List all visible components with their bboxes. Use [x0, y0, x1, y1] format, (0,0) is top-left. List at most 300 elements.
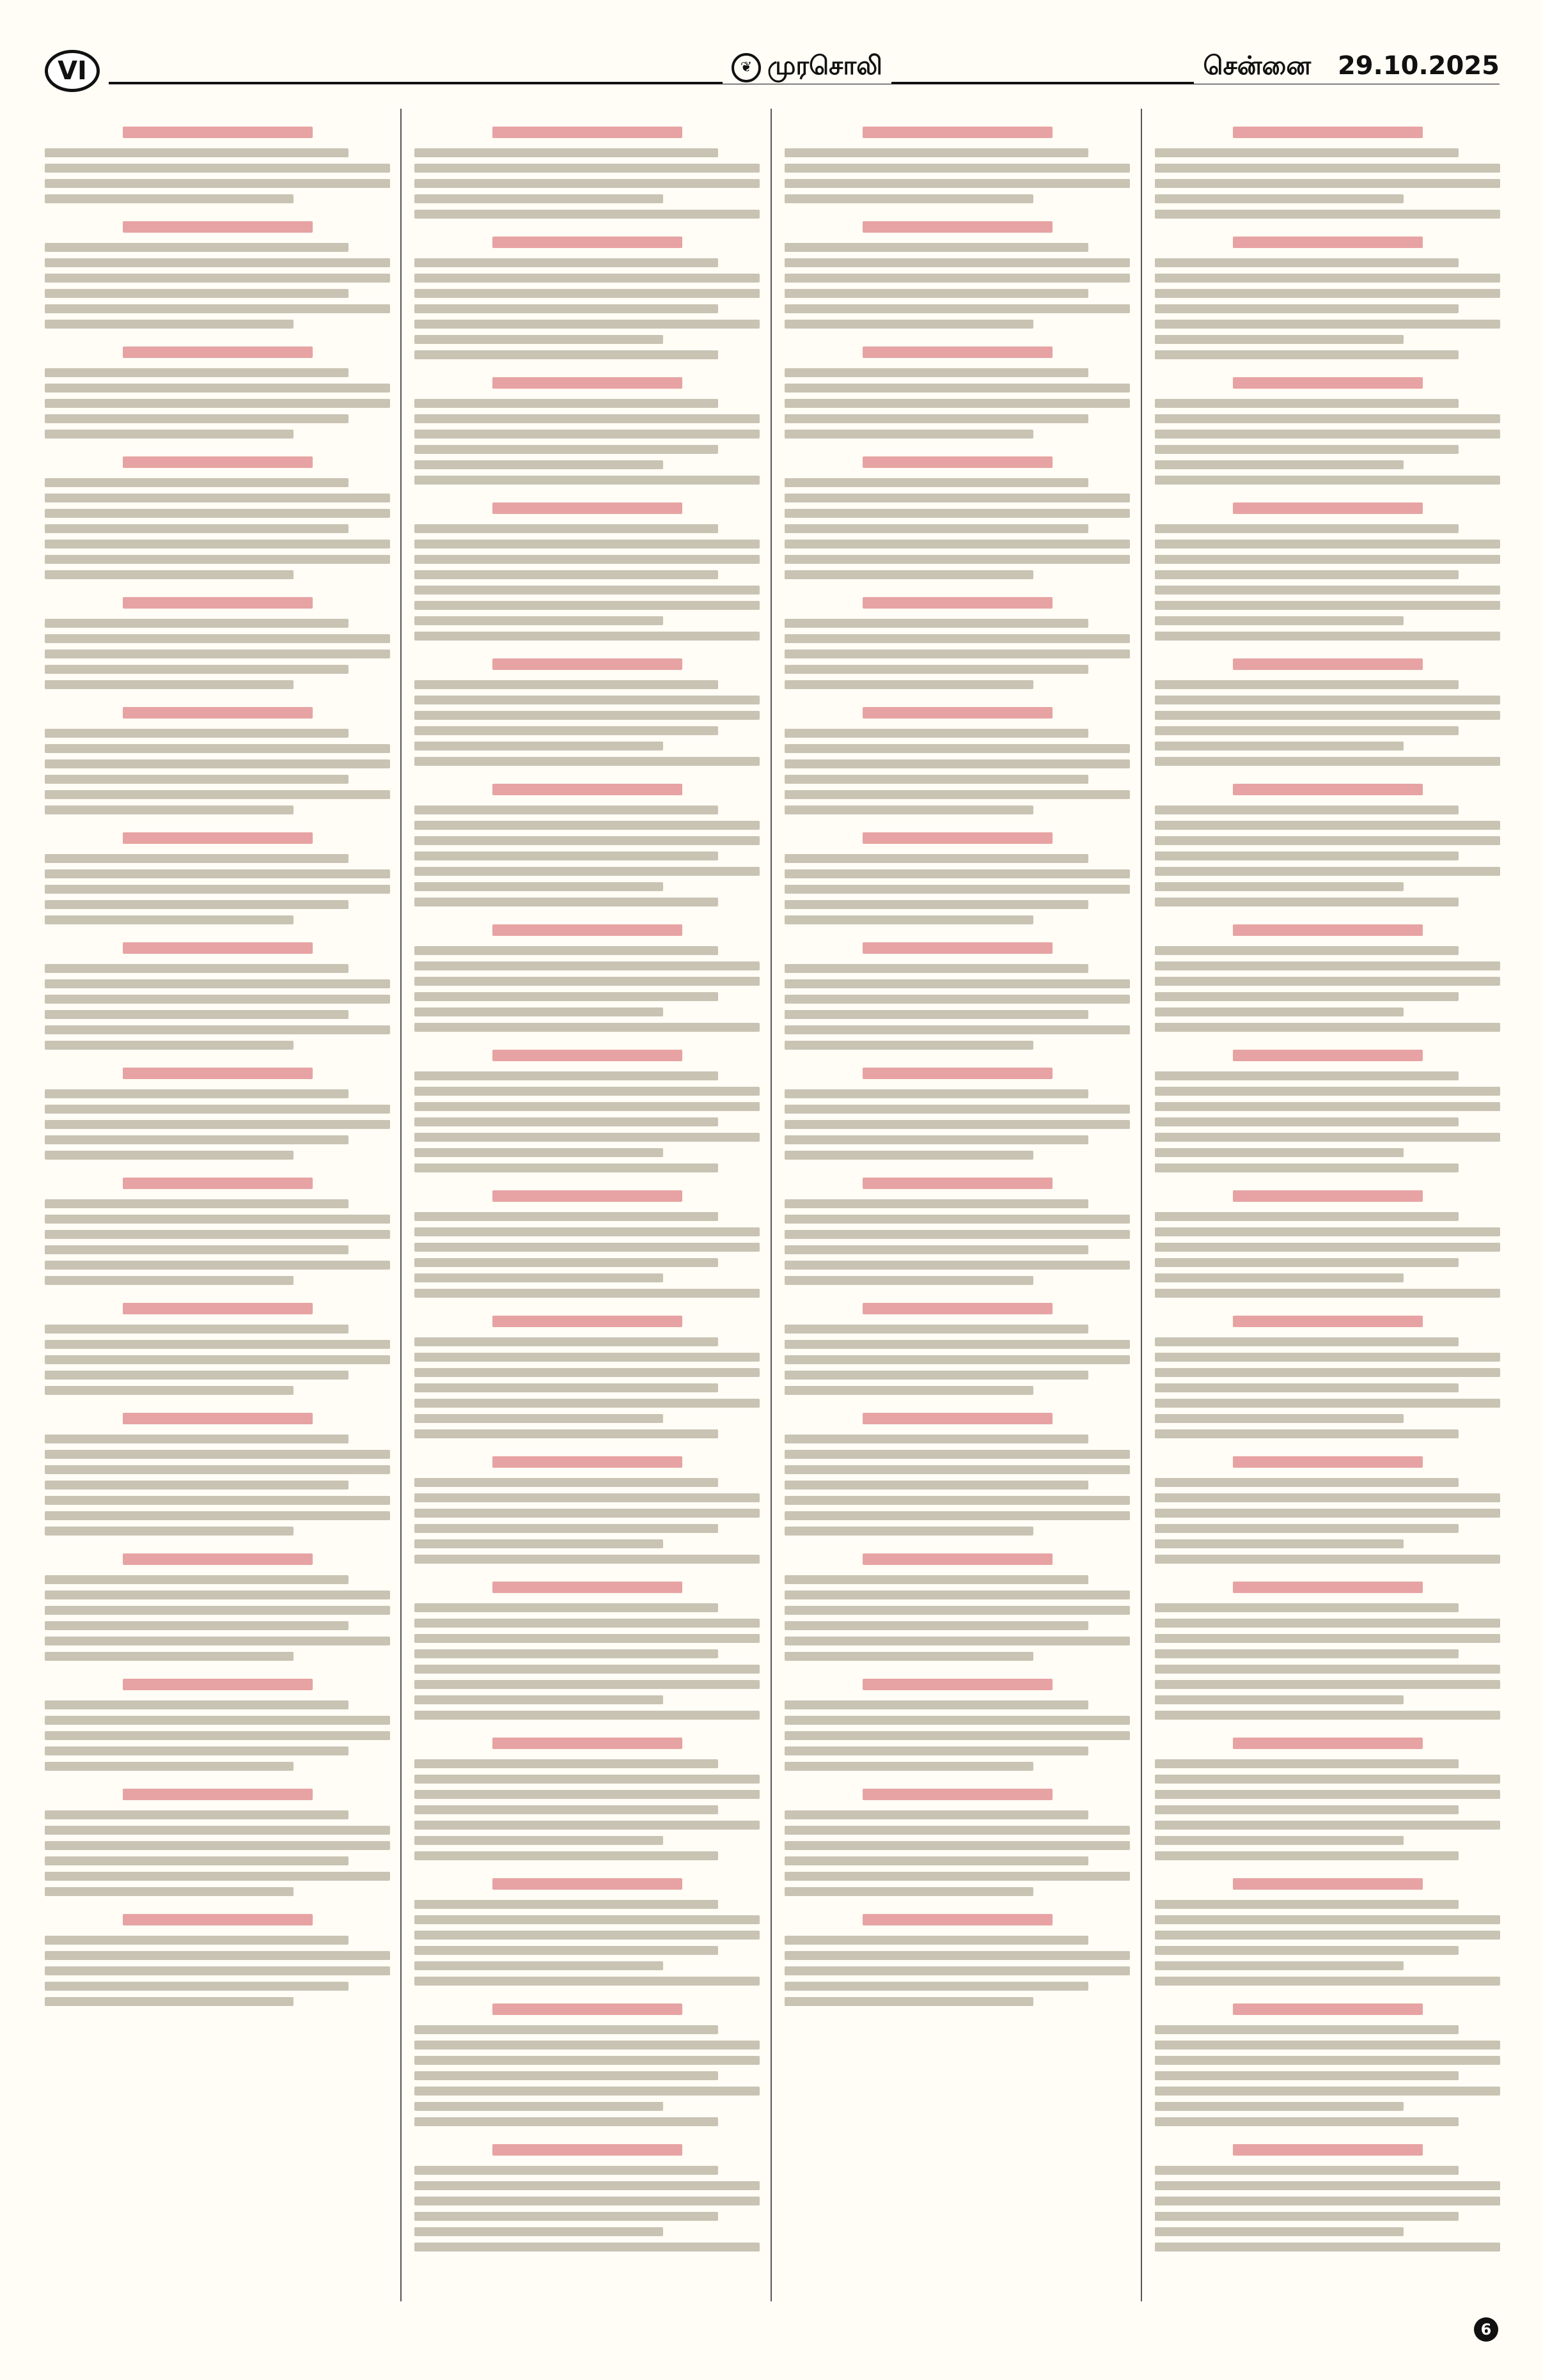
text-line-placeholder	[414, 540, 760, 548]
text-line-placeholder	[1155, 1023, 1500, 1032]
text-line-placeholder	[414, 586, 760, 595]
text-line-placeholder	[1155, 194, 1404, 203]
section-heading-placeholder	[123, 597, 313, 609]
text-line-placeholder	[1155, 898, 1459, 906]
text-line-placeholder	[414, 1133, 760, 1142]
text-line-placeholder	[45, 1199, 349, 1208]
text-line-placeholder	[785, 915, 1033, 924]
text-line-placeholder	[45, 1041, 294, 1050]
text-line-placeholder	[414, 616, 663, 625]
section-heading-placeholder	[492, 2003, 682, 2015]
text-line-placeholder	[785, 1435, 1088, 1443]
text-line-placeholder	[45, 1887, 294, 1896]
text-line-placeholder	[1155, 1163, 1459, 1172]
text-line-placeholder	[414, 2071, 718, 2080]
text-line-placeholder	[45, 1762, 294, 1771]
text-line-placeholder	[1155, 1007, 1404, 1016]
section-heading-placeholder	[1233, 1190, 1423, 1202]
text-line-placeholder	[45, 478, 349, 487]
text-line-placeholder	[414, 1649, 718, 1658]
text-line-placeholder	[785, 1997, 1033, 2006]
text-line-placeholder	[1155, 1243, 1500, 1252]
text-line-placeholder	[45, 1340, 390, 1349]
section-heading-placeholder	[492, 658, 682, 670]
text-line-placeholder	[785, 570, 1033, 579]
text-line-placeholder	[785, 289, 1088, 298]
text-line-placeholder	[414, 320, 760, 329]
section-heading-placeholder	[863, 1789, 1053, 1800]
section-heading-placeholder	[863, 221, 1053, 233]
text-line-placeholder	[1155, 164, 1500, 173]
text-line-placeholder	[785, 680, 1033, 689]
text-line-placeholder	[785, 148, 1088, 157]
text-line-placeholder	[414, 1243, 760, 1252]
text-line-placeholder	[785, 775, 1088, 784]
text-line-placeholder	[414, 1399, 760, 1408]
text-line-placeholder	[414, 194, 663, 203]
text-line-placeholder	[785, 1276, 1033, 1285]
text-line-placeholder	[785, 1951, 1130, 1960]
text-line-placeholder	[1155, 1133, 1500, 1142]
text-line-placeholder	[785, 1105, 1130, 1114]
text-line-placeholder	[785, 1261, 1130, 1270]
text-line-placeholder	[45, 1731, 390, 1740]
text-line-placeholder	[1155, 289, 1500, 298]
section-heading-placeholder	[1233, 784, 1423, 795]
text-line-placeholder	[785, 1450, 1130, 1459]
text-line-placeholder	[45, 775, 349, 784]
text-line-placeholder	[45, 384, 390, 393]
text-line-placeholder	[1155, 1665, 1500, 1674]
section-heading-placeholder	[1233, 658, 1423, 670]
text-line-placeholder	[414, 2041, 760, 2049]
text-line-placeholder	[785, 1700, 1088, 1709]
text-line-placeholder	[1155, 1289, 1500, 1298]
text-line-placeholder	[414, 274, 760, 283]
text-line-placeholder	[1155, 1851, 1459, 1860]
text-line-placeholder	[785, 1652, 1033, 1661]
date: 29.10.2025	[1337, 51, 1500, 81]
section-heading-placeholder	[1233, 2003, 1423, 2015]
section-heading-placeholder	[863, 1068, 1053, 1079]
text-line-placeholder	[785, 854, 1088, 863]
text-line-placeholder	[414, 1851, 718, 1860]
text-line-placeholder	[414, 1087, 760, 1096]
text-line-placeholder	[785, 1887, 1033, 1896]
text-line-placeholder	[1155, 2087, 1500, 2096]
text-line-placeholder	[1155, 1680, 1500, 1689]
text-line-placeholder	[45, 570, 294, 579]
section-heading-placeholder	[863, 127, 1053, 138]
section-heading-placeholder	[123, 1553, 313, 1565]
section-heading-placeholder	[863, 456, 1053, 468]
text-line-placeholder	[45, 494, 390, 502]
text-line-placeholder	[414, 399, 718, 408]
text-line-placeholder	[785, 164, 1130, 173]
text-line-placeholder	[45, 964, 349, 973]
text-line-placeholder	[1155, 179, 1500, 188]
text-line-placeholder	[785, 1511, 1130, 1520]
text-line-placeholder	[1155, 399, 1459, 408]
section-heading-placeholder	[123, 832, 313, 844]
text-line-placeholder	[785, 1245, 1088, 1254]
text-line-placeholder	[1155, 992, 1459, 1001]
text-line-placeholder	[45, 634, 390, 643]
section-heading-placeholder	[492, 237, 682, 248]
text-line-placeholder	[1155, 445, 1459, 454]
dateline	[1194, 51, 1500, 84]
text-line-placeholder	[785, 1826, 1130, 1835]
text-line-placeholder	[414, 1805, 718, 1814]
text-line-placeholder	[414, 1775, 760, 1784]
text-line-placeholder	[1155, 2227, 1404, 2236]
text-line-placeholder	[45, 289, 349, 298]
text-line-placeholder	[785, 524, 1088, 533]
section-heading-placeholder	[492, 1738, 682, 1749]
text-line-placeholder	[785, 430, 1033, 439]
section-heading-placeholder	[863, 832, 1053, 844]
section-heading-placeholder	[492, 127, 682, 138]
text-line-placeholder	[1155, 1493, 1500, 1502]
text-line-placeholder	[414, 601, 760, 610]
text-line-placeholder	[785, 1746, 1088, 1755]
text-line-placeholder	[1155, 1273, 1404, 1282]
section-heading-placeholder	[1233, 502, 1423, 514]
text-line-placeholder	[45, 1652, 294, 1661]
text-line-placeholder	[414, 1603, 718, 1612]
text-line-placeholder	[414, 460, 663, 469]
text-line-placeholder	[785, 194, 1033, 203]
text-line-placeholder	[1155, 2102, 1404, 2111]
column-3	[785, 109, 1130, 2301]
text-line-placeholder	[1155, 524, 1459, 533]
text-line-placeholder	[1155, 1478, 1459, 1487]
text-line-placeholder	[1155, 540, 1500, 548]
text-line-placeholder	[785, 665, 1088, 674]
text-line-placeholder	[414, 1429, 718, 1438]
text-line-placeholder	[785, 1496, 1130, 1505]
text-line-placeholder	[414, 2102, 663, 2111]
section-heading-placeholder	[492, 1582, 682, 1593]
section-heading-placeholder	[863, 346, 1053, 358]
section-heading-placeholder	[492, 784, 682, 795]
text-line-placeholder	[414, 414, 760, 423]
section-heading-placeholder	[123, 1679, 313, 1690]
text-line-placeholder	[45, 194, 294, 203]
text-line-placeholder	[1155, 601, 1500, 610]
text-line-placeholder	[414, 1900, 718, 1909]
text-line-placeholder	[1155, 1102, 1500, 1111]
column-4	[1155, 109, 1500, 2301]
text-line-placeholder	[1155, 836, 1500, 845]
text-line-placeholder	[414, 1961, 663, 1970]
section-heading-placeholder	[123, 942, 313, 954]
text-line-placeholder	[1155, 1711, 1500, 1720]
text-line-placeholder	[414, 164, 760, 173]
text-line-placeholder	[414, 946, 718, 955]
text-line-placeholder	[785, 729, 1088, 738]
text-line-placeholder	[45, 854, 349, 863]
column-divider	[771, 109, 772, 2301]
text-line-placeholder	[414, 882, 663, 891]
text-line-placeholder	[785, 1010, 1088, 1019]
text-line-placeholder	[1155, 1775, 1500, 1784]
text-line-placeholder	[45, 759, 390, 768]
section-heading-placeholder	[1233, 1582, 1423, 1593]
text-line-placeholder	[785, 1591, 1130, 1599]
text-line-placeholder	[1155, 1258, 1459, 1267]
section-heading-placeholder	[1233, 377, 1423, 389]
text-line-placeholder	[1155, 350, 1459, 359]
text-line-placeholder	[414, 179, 760, 188]
text-line-placeholder	[45, 790, 390, 799]
text-line-placeholder	[785, 540, 1130, 548]
text-line-placeholder	[414, 696, 760, 704]
text-line-placeholder	[785, 964, 1088, 973]
text-line-placeholder	[1155, 1805, 1459, 1814]
text-line-placeholder	[45, 665, 349, 674]
text-line-placeholder	[414, 1383, 718, 1392]
text-line-placeholder	[414, 148, 718, 157]
text-line-placeholder	[785, 1637, 1130, 1645]
text-line-placeholder	[45, 164, 390, 173]
section-heading-placeholder	[1233, 924, 1423, 936]
text-line-placeholder	[45, 1621, 349, 1630]
text-line-placeholder	[1155, 1821, 1500, 1830]
column-divider	[400, 109, 402, 2301]
text-line-placeholder	[1155, 2197, 1500, 2205]
text-line-placeholder	[45, 869, 390, 878]
text-line-placeholder	[414, 852, 718, 860]
text-line-placeholder	[1155, 805, 1459, 814]
text-line-placeholder	[785, 414, 1088, 423]
text-line-placeholder	[1155, 1337, 1459, 1346]
text-line-placeholder	[45, 1966, 390, 1975]
text-line-placeholder	[45, 744, 390, 753]
text-line-placeholder	[1155, 1836, 1404, 1845]
text-line-placeholder	[1155, 1649, 1459, 1658]
text-line-placeholder	[1155, 1368, 1500, 1377]
text-line-placeholder	[45, 1025, 390, 1034]
text-line-placeholder	[785, 1215, 1130, 1224]
text-line-placeholder	[414, 2117, 718, 2126]
section-heading-placeholder	[123, 1789, 313, 1800]
text-line-placeholder	[1155, 1931, 1500, 1940]
text-line-placeholder	[414, 1634, 760, 1643]
text-line-placeholder	[414, 1759, 718, 1768]
text-line-placeholder	[414, 1680, 760, 1689]
text-line-placeholder	[1155, 335, 1404, 344]
article-columns	[45, 109, 1500, 2301]
text-line-placeholder	[45, 430, 294, 439]
text-line-placeholder	[45, 258, 390, 267]
text-line-placeholder	[414, 1836, 663, 1845]
text-line-placeholder	[414, 1227, 760, 1236]
text-line-placeholder	[45, 1465, 390, 1474]
page-label: VI	[45, 50, 100, 92]
text-line-placeholder	[785, 869, 1130, 878]
text-line-placeholder	[1155, 2056, 1500, 2065]
text-line-placeholder	[45, 1450, 390, 1459]
section-heading-placeholder	[1233, 1878, 1423, 1890]
text-line-placeholder	[45, 1435, 349, 1443]
section-heading-placeholder	[863, 1178, 1053, 1189]
text-line-placeholder	[785, 885, 1130, 894]
text-line-placeholder	[414, 258, 718, 267]
text-line-placeholder	[785, 1606, 1130, 1615]
text-line-placeholder	[414, 1977, 760, 1986]
text-line-placeholder	[785, 1041, 1033, 1050]
section-heading-placeholder	[1233, 237, 1423, 248]
text-line-placeholder	[785, 1340, 1130, 1349]
text-line-placeholder	[1155, 274, 1500, 283]
text-line-placeholder	[414, 1273, 663, 1282]
text-line-placeholder	[785, 1386, 1033, 1395]
section-heading-placeholder	[863, 942, 1053, 954]
text-line-placeholder	[1155, 570, 1459, 579]
text-line-placeholder	[45, 524, 349, 533]
section-heading-placeholder	[492, 2144, 682, 2156]
text-line-placeholder	[45, 1120, 390, 1129]
text-line-placeholder	[785, 619, 1088, 628]
text-line-placeholder	[1155, 148, 1459, 157]
text-line-placeholder	[1155, 586, 1500, 595]
text-line-placeholder	[414, 742, 663, 751]
text-line-placeholder	[1155, 1117, 1459, 1126]
text-line-placeholder	[1155, 1695, 1404, 1704]
text-line-placeholder	[785, 1527, 1033, 1536]
text-line-placeholder	[1155, 1619, 1500, 1628]
section-heading-placeholder	[123, 346, 313, 358]
text-line-placeholder	[45, 619, 349, 628]
section-heading-placeholder	[863, 1553, 1053, 1565]
text-line-placeholder	[414, 1946, 718, 1955]
text-line-placeholder	[414, 445, 718, 454]
text-line-placeholder	[1155, 2212, 1459, 2221]
text-line-placeholder	[45, 1215, 390, 1224]
text-line-placeholder	[785, 1355, 1130, 1364]
text-line-placeholder	[414, 1524, 718, 1533]
text-line-placeholder	[414, 350, 718, 359]
section-heading-placeholder	[123, 1413, 313, 1424]
text-line-placeholder	[1155, 1603, 1459, 1612]
text-line-placeholder	[414, 210, 760, 219]
text-line-placeholder	[45, 1527, 294, 1536]
text-line-placeholder	[45, 1872, 390, 1881]
text-line-placeholder	[45, 1746, 349, 1755]
text-line-placeholder	[414, 2087, 760, 2096]
text-line-placeholder	[45, 414, 349, 423]
text-line-placeholder	[785, 1621, 1088, 1630]
text-line-placeholder	[45, 1245, 349, 1254]
section-heading-placeholder	[492, 1316, 682, 1327]
text-line-placeholder	[785, 494, 1130, 502]
section-heading-placeholder	[863, 1303, 1053, 1314]
text-line-placeholder	[1155, 1353, 1500, 1362]
text-line-placeholder	[45, 1700, 349, 1709]
text-line-placeholder	[45, 649, 390, 658]
text-line-placeholder	[1155, 616, 1404, 625]
text-line-placeholder	[414, 961, 760, 970]
section-heading-placeholder	[863, 597, 1053, 609]
text-line-placeholder	[45, 1856, 349, 1865]
text-line-placeholder	[45, 509, 390, 518]
text-line-placeholder	[45, 1135, 349, 1144]
text-line-placeholder	[1155, 304, 1459, 313]
text-line-placeholder	[414, 1353, 760, 1362]
text-line-placeholder	[414, 726, 718, 735]
text-line-placeholder	[414, 1368, 760, 1377]
section-heading-placeholder	[123, 127, 313, 138]
text-line-placeholder	[1155, 2117, 1459, 2126]
text-line-placeholder	[785, 649, 1130, 658]
text-line-placeholder	[414, 1509, 760, 1518]
text-line-placeholder	[414, 1289, 760, 1298]
text-line-placeholder	[414, 1711, 760, 1720]
column-divider	[1141, 109, 1142, 2301]
text-line-placeholder	[45, 274, 390, 283]
text-line-placeholder	[414, 1007, 663, 1016]
text-line-placeholder	[45, 1105, 390, 1114]
text-line-placeholder	[785, 179, 1130, 188]
text-line-placeholder	[45, 1371, 349, 1380]
text-line-placeholder	[414, 1478, 718, 1487]
text-line-placeholder	[785, 790, 1130, 799]
text-line-placeholder	[45, 1982, 349, 1991]
section-heading-placeholder	[492, 377, 682, 389]
text-line-placeholder	[785, 1371, 1088, 1380]
section-heading-placeholder	[863, 1679, 1053, 1690]
text-line-placeholder	[45, 368, 349, 377]
text-line-placeholder	[414, 1337, 718, 1346]
text-line-placeholder	[414, 2197, 760, 2205]
text-line-placeholder	[785, 1841, 1130, 1850]
text-line-placeholder	[785, 478, 1088, 487]
text-line-placeholder	[414, 2166, 718, 2175]
text-line-placeholder	[785, 1856, 1088, 1865]
text-line-placeholder	[1155, 1414, 1404, 1423]
text-line-placeholder	[785, 1575, 1088, 1584]
text-line-placeholder	[45, 1810, 349, 1819]
text-line-placeholder	[785, 555, 1130, 564]
paper-logo-icon: ❦	[732, 53, 761, 82]
text-line-placeholder	[1155, 1524, 1459, 1533]
text-line-placeholder	[414, 2025, 718, 2034]
text-line-placeholder	[1155, 1900, 1459, 1909]
text-line-placeholder	[785, 258, 1130, 267]
text-line-placeholder	[1155, 852, 1459, 860]
text-line-placeholder	[45, 1496, 390, 1505]
text-line-placeholder	[45, 1826, 390, 1835]
text-line-placeholder	[414, 977, 760, 986]
text-line-placeholder	[45, 1010, 349, 1019]
text-line-placeholder	[785, 320, 1033, 329]
text-line-placeholder	[45, 1606, 390, 1615]
text-line-placeholder	[785, 995, 1130, 1004]
text-line-placeholder	[414, 1915, 760, 1924]
text-line-placeholder	[785, 1936, 1088, 1945]
text-line-placeholder	[785, 304, 1130, 313]
text-line-placeholder	[785, 1025, 1130, 1034]
text-line-placeholder	[414, 1102, 760, 1111]
text-line-placeholder	[785, 1465, 1130, 1474]
text-line-placeholder	[1155, 2181, 1500, 2190]
section-heading-placeholder	[1233, 1050, 1423, 1061]
text-line-placeholder	[414, 1414, 663, 1423]
text-line-placeholder	[785, 1089, 1088, 1098]
text-line-placeholder	[414, 1695, 663, 1704]
text-line-placeholder	[414, 680, 718, 689]
